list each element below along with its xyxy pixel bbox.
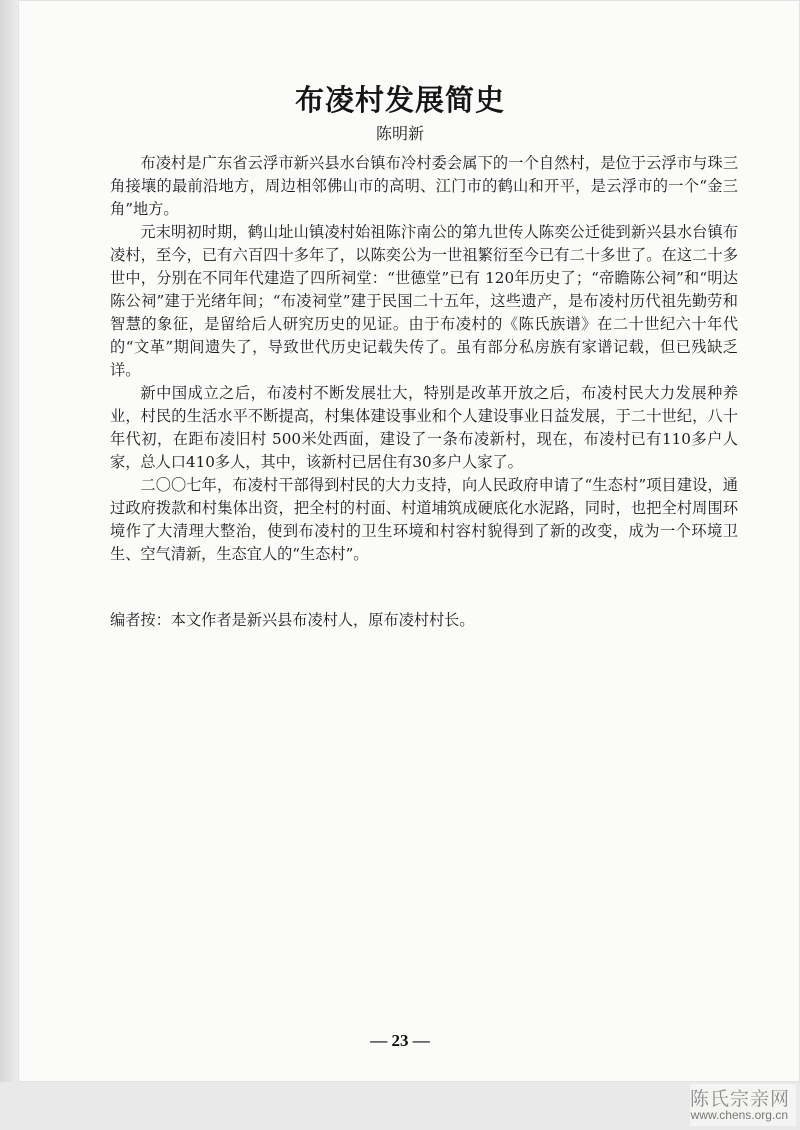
paragraph-1: 布凌村是广东省云浮市新兴县水台镇布冷村委会属下的一个自然村，是位于云浮市与珠三角接壤的最前沿地方，周边相邻佛山市的高明、江门市的鹤山和开平，是云浮市的一个“金三角”地方。 (110, 154, 738, 218)
site-watermark (690, 1084, 796, 1126)
page-number: — 23 — (370, 1031, 430, 1050)
document-body (110, 152, 738, 566)
watermark-title: 陈氏宗亲网 (689, 1088, 790, 1110)
document-title: 布凌村发展简史 (294, 83, 505, 117)
editor-note: 编者按：本文作者是新兴县布凌村人，原布凌村村长。 (110, 611, 475, 629)
paragraph-3: 新中国成立之后，布凌村不断发展壮大，特别是改革开放之后，布凌村民大力发展种养业，村民的生活水平不断提高，村集体建设事业和个人建设事业日益发展，于二十世纪，八十年代初，在距布凌旧村 500米处西面，建设了一条布凌新村，现在，布凌村已有110多户人家，总人口410多人，其中，该新村已居住有30多户人家了。 (110, 384, 738, 471)
author-name: 陈明新 (375, 124, 424, 143)
paragraph-2: 元末明初时期，鹤山址山镇凌村始祖陈汴南公的第九世传人陈奕公迁徙到新兴县水台镇布凌村，至今，已有六百四十多年了，以陈奕公为一世祖繁衍至今已有二十多世了。在这二十多世中，分别在不同年代建造了四所祠堂：“世德堂”已有 120年历史了；“帝瞻陈公祠”和“明达陈公祠”建于光绪年间；“布凌祠堂”建于民国二十五年，这些遗产，是布凌村历代祖先勤劳和智慧的象征，是留给后人研究历史的见证。由于布凌村的《陈氏族谱》在二十世纪六十年代的“文革”期间遗失了，导致世代历史记载失传了。虽有部分私房族有家谱记载，但已残缺乏详。 (110, 223, 738, 379)
watermark-url: www.chens.org.cn (690, 1108, 788, 1122)
paragraph-4: 二〇〇七年，布凌村干部得到村民的大力支持，向人民政府申请了“生态村”项目建设，通过政府拨款和村集体出资，把全村的村面、村道埔筑成硬底化水泥路，同时，也把全村周围环境作了大清理大整治，使到布凌村的卫生环境和村容村貌得到了新的改变，成为一个环境卫生、空气清新，生态宜人的“生态村”。 (110, 476, 738, 563)
